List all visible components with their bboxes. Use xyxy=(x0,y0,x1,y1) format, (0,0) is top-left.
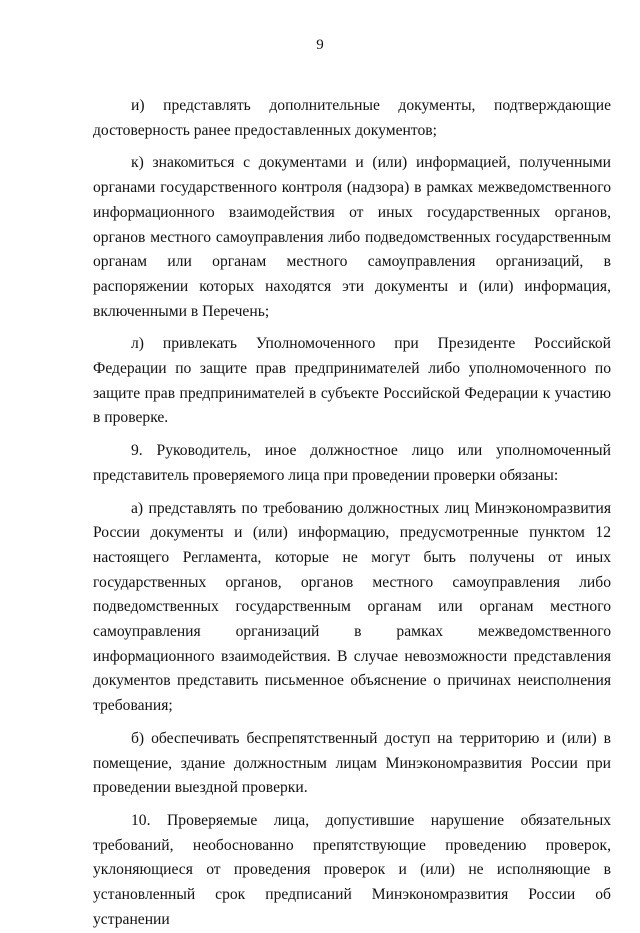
paragraph-item-l: л) привлекать Уполномоченного при Президенте Российской Федерации по защите прав предпринимателей либо уполномоченного по защите прав предпринимателей в субъекте Российской Федерации к участию в проверке. xyxy=(93,335,611,427)
paragraph-clause-9: 9. Руководитель, иное должностное лицо или уполномоченный представитель проверяемого лица при проведении проверки обязаны: xyxy=(93,442,611,484)
page-number: 9 xyxy=(316,37,324,53)
paragraph-clause-10: 10. Проверяемые лица, допустившие нарушение обязательных требований, необоснованно препятствующие проведению проверок, уклоняющиеся от проведения проверок и (или) не исполняющие в установленный срок предписаний Минэкономразвития России об устранении xyxy=(93,811,611,928)
paragraph-item-a: а) представлять по требованию должностных лиц Минэкономразвития России документы и (или) информацию, предусмотренные пунктом 12 настоящего Регламента, которые не могут быть получены от иных государственных органов, органов местного самоуправления либо подведомственных государственным органам или органам местного самоуправления организаций в рамках межведомственного информационного взаимодействия. В случае невозможности представления документов представить письменное объяснение о причинах неисполнения требования; xyxy=(93,499,611,715)
document-body xyxy=(93,94,611,933)
paragraph-item-k: к) знакомиться с документами и (или) информацией, полученными органами государственного контроля (надзора) в рамках межведомственного информационного взаимодействия от иных государственных органов, органов местного самоуправления либо подведомственных государственным органам или органам местного самоуправления организаций, в распоряжении которых находятся эти документы и (или) информация, включенными в Перечень; xyxy=(93,154,611,320)
paragraph-item-b: б) обеспечивать беспрепятственный доступ на территорию и (или) в помещение, здание должностным лицам Минэкономразвития России при проведении выездной проверки. xyxy=(93,729,611,797)
paragraph-item-i: и) представлять дополнительные документы, подтверждающие достоверность ранее предоставленных документов; xyxy=(93,97,611,139)
